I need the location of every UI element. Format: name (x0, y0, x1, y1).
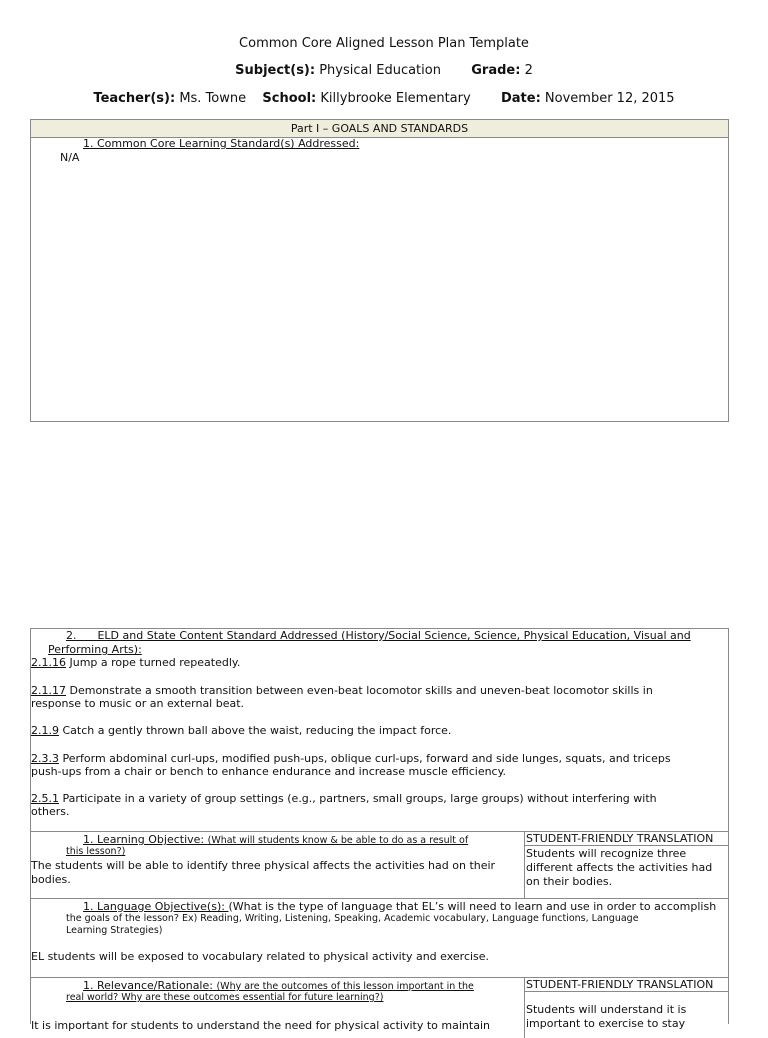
eld-heading-line1: 2. ELD and State Content Standard Addressed (History/Social Science, Science, Physical Education, Visual and (66, 629, 691, 642)
standard-text-continued: push-ups from a chair or bench to enhance endurance and increase muscle efficiency. (31, 765, 507, 778)
standard-text: Demonstrate a smooth transition between even-beat locomotor skills and uneven-beat locomotor skills in (66, 684, 653, 697)
eld-heading-line2: Performing Arts): (48, 643, 142, 656)
part2-standards-table (30, 628, 729, 1032)
part1-goals-standards-table (30, 119, 729, 422)
standard-text: Jump a rope turned repeatedly. (66, 656, 241, 669)
date-label: Date: (500, 91, 541, 106)
subject-value: Physical Education (319, 63, 441, 78)
learning-objective-row (31, 832, 728, 899)
standard-code: 2.1.17 (31, 684, 66, 697)
learning-objective-prompt: (What will students know & be able to do as a result of (207, 835, 469, 846)
standard-code: 2.1.9 (31, 724, 59, 737)
grade-label: Grade: (471, 63, 521, 78)
language-objective-text: EL students will be exposed to vocabulary related to physical activity and exercise. (31, 950, 490, 963)
language-objective-heading (83, 900, 716, 913)
title-text: Common Core Aligned Lesson Plan Template (239, 36, 529, 51)
common-core-standard-heading: 1. Common Core Learning Standard(s) Addressed: (83, 137, 360, 150)
relevance-rationale-row (31, 978, 728, 1038)
learning-objective-label: 1. Learning Objective: (83, 833, 208, 846)
learning-objective-prompt-cont: this lesson?) (66, 846, 126, 857)
part1-heading: Part I – GOALS AND STANDARDS (31, 120, 728, 138)
standard-code: 2.5.1 (31, 792, 59, 805)
relevance-text: It is important for students to understand the need for physical activity to maintain (31, 1019, 490, 1032)
language-objective-row (31, 899, 728, 978)
language-objective-prompt-cont: the goals of the lesson? Ex) Reading, Writing, Listening, Speaking, Academic vocabulary, Language functions, Language (66, 913, 639, 924)
school-label: School: (262, 91, 317, 106)
eld-standards-row (31, 629, 728, 832)
learning-objective-heading (83, 833, 468, 847)
school-value: Killybrooke Elementary (320, 91, 471, 106)
standard-text: Catch a gently thrown ball above the waist, reducing the impact force. (59, 724, 452, 737)
standard-item (31, 656, 728, 669)
language-objective-label: 1. Language Objective(s): (83, 900, 229, 913)
student-friendly-translation-text: Students will understand it is (526, 1003, 687, 1016)
document-title (0, 36, 768, 51)
standard-text: Participate in a variety of group settings (e.g., partners, small groups, large groups) without interfering with (59, 792, 657, 805)
standard-item (31, 752, 728, 765)
student-friendly-translation-text: on their bodies. (526, 875, 613, 888)
subject-grade-line (0, 63, 768, 78)
grade-value: 2 (524, 63, 533, 78)
standard-code: 2.1.16 (31, 656, 66, 669)
language-objective-prompt-cont: Learning Strategies) (66, 925, 163, 936)
teacher-value: Ms. Towne (179, 91, 247, 106)
standard-item (31, 792, 728, 805)
relevance-prompt-cont: real world? Why are these outcomes essential for future learning?) (66, 992, 384, 1003)
teacher-label: Teacher(s): (93, 91, 176, 106)
standard-text-continued: others. (31, 805, 70, 818)
date-value: November 12, 2015 (544, 91, 675, 106)
learning-objective-text-cont: bodies. (31, 873, 71, 886)
standard-text-continued: response to music or an external beat. (31, 697, 245, 710)
standard-text: Perform abdominal curl-ups, modified push-ups, oblique curl-ups, forward and side lunges, squats, and triceps (59, 752, 671, 765)
standard-item (31, 684, 728, 697)
standard-item (31, 724, 728, 737)
relevance-label: 1. Relevance/Rationale: (83, 979, 217, 992)
relevance-heading (83, 979, 474, 993)
common-core-standard-value: N/A (60, 151, 80, 164)
standard-code: 2.3.3 (31, 752, 59, 765)
student-friendly-translation-text: different affects the activities had (526, 861, 713, 874)
subject-label: Subject(s): (235, 63, 316, 78)
relevance-prompt: (Why are the outcomes of this lesson important in the (216, 981, 474, 992)
teacher-school-date-line (0, 91, 768, 106)
student-friendly-translation-heading: STUDENT-FRIENDLY TRANSLATION (525, 832, 728, 846)
student-friendly-translation-text: Students will recognize three (526, 847, 687, 860)
student-friendly-translation-heading: STUDENT-FRIENDLY TRANSLATION (525, 978, 728, 992)
student-friendly-translation-text: important to exercise to stay (526, 1017, 686, 1030)
language-objective-prompt: (What is the type of language that EL’s will need to learn and use in order to accomplish (228, 900, 717, 913)
learning-objective-text: The students will be able to identify three physical affects the activities had on their (31, 859, 496, 872)
